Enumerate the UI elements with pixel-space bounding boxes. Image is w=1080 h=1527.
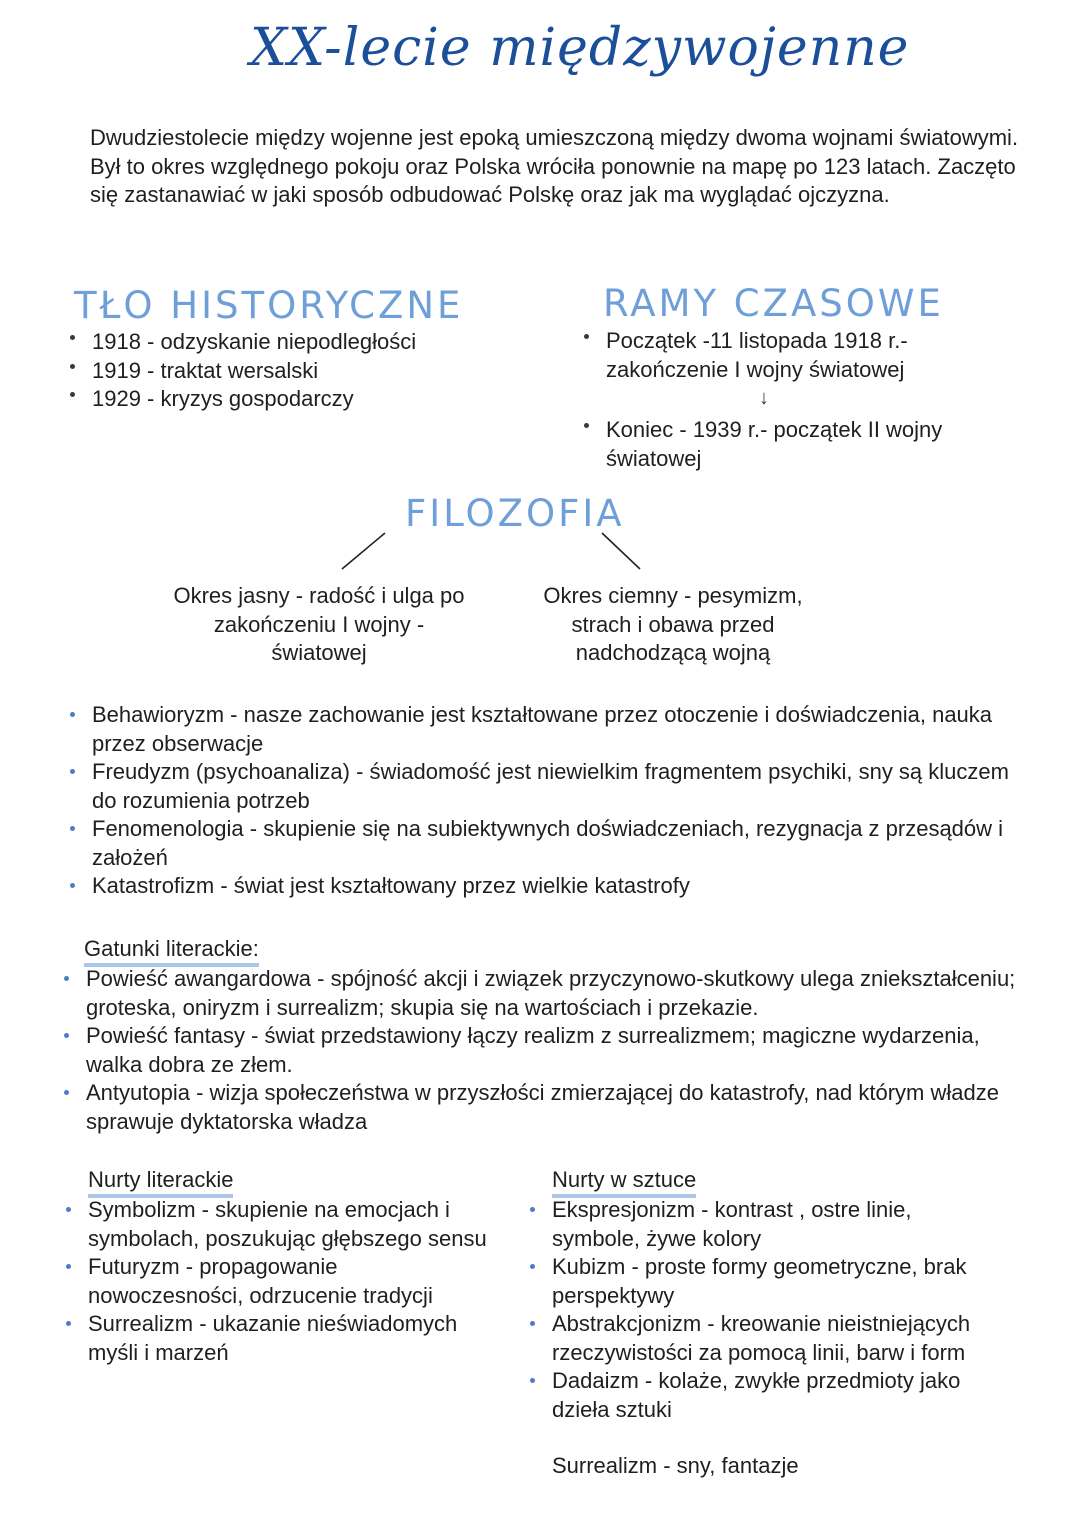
- philosophy-heading: FILOZOFIA: [405, 492, 625, 535]
- arrow-down-icon: ↓: [759, 387, 769, 409]
- list-item: 1918 - odzyskanie niepodległości: [70, 328, 510, 357]
- list-item: Fenomenologia - skupienie się na subiektywnych doświadczeniach, rezygnacja z przesądów i założeń: [70, 815, 1020, 872]
- list-item: Katastrofizm - świat jest kształtowany przez wielkie katastrofy: [70, 872, 1020, 901]
- genres-heading: Gatunki literackie:: [84, 937, 259, 967]
- right-branch-line: [602, 533, 640, 569]
- list-item: Freudyzm (psychoanaliza) - świadomość jest niewielkim fragmentem psychiki, sny są kluczem do rozumienia potrzeb: [70, 758, 1020, 815]
- art-trends-heading: Nurty w sztuce: [552, 1168, 696, 1198]
- bright-period: Okres jasny - radość i ulga po zakończeniu I wojny - światowej: [173, 583, 465, 665]
- list-item: Powieść fantasy - świat przedstawiony łączy realizm z surrealizmem; magiczne wydarzenia, walka dobra ze złem.: [64, 1022, 1024, 1079]
- historical-heading: TŁO HISTORYCZNE: [74, 284, 464, 327]
- historical-list: [70, 328, 510, 414]
- list-item: Behawioryzm - nasze zachowanie jest kształtowane przez otoczenie i doświadczenia, nauka przez obserwacje: [70, 701, 1020, 758]
- list-item: Surrealizm - ukazanie nieświadomych myśli i marzeń: [66, 1310, 496, 1367]
- timeframe-start: [584, 327, 984, 384]
- list-item: Antyutopia - wizja społeczeństwa w przyszłości zmierzającej do katastrofy, nad którym władze sprawuje dyktatorska władza: [64, 1079, 1024, 1136]
- list-item: 1919 - traktat wersalski: [70, 357, 510, 386]
- genres-list: [64, 965, 1024, 1136]
- list-item: Symbolizm - skupienie na emocjach i symbolach, poszukując głębszego sensu: [66, 1196, 496, 1253]
- page-title: XX-lecie międzywojenne: [250, 18, 910, 78]
- art-trends-extra: Surrealizm - sny, fantazje: [552, 1453, 799, 1478]
- literary-trends-heading: Nurty literackie: [88, 1168, 233, 1198]
- list-item: Futuryzm - propagowanie nowoczesności, odrzucenie tradycji: [66, 1253, 496, 1310]
- list-item: Kubizm - proste formy geometryczne, brak perspektywy: [530, 1253, 1005, 1310]
- list-item: Abstrakcjonizm - kreowanie nieistniejących rzeczywistości za pomocą linii, barw i form: [530, 1310, 1005, 1367]
- left-branch-line: [342, 533, 385, 569]
- philosophy-list: [70, 701, 1020, 901]
- list-item: Dadaizm - kolaże, zwykłe przedmioty jako dzieła sztuki: [530, 1367, 1005, 1424]
- timeframe-end: [584, 416, 1004, 473]
- list-item: Ekspresjonizm - kontrast , ostre linie, symbole, żywe kolory: [530, 1196, 1005, 1253]
- timeframe-heading: RAMY CZASOWE: [603, 282, 944, 325]
- branch-lines: [330, 525, 650, 575]
- list-item: Początek -11 listopada 1918 r.- zakończenie I wojny światowej: [584, 327, 984, 384]
- literary-trends-list: [66, 1196, 496, 1367]
- intro-paragraph: Dwudziestolecie między wojenne jest epoką umieszczoną między dwoma wojnami światowymi. Był to okres względnego pokoju oraz Polska wróciła ponownie na mapę po 123 latach. Zaczęto się zastanawiać w jaki sposób odbudować Polskę oraz jak ma wyglądać ojczyzna.: [90, 125, 1019, 207]
- dark-period: Okres ciemny - pesymizm, strach i obawa przed nadchodzącą wojną: [543, 583, 803, 665]
- list-item: 1929 - kryzys gospodarczy: [70, 385, 510, 414]
- art-trends-list: [530, 1196, 1005, 1424]
- list-item: Koniec - 1939 r.- początek II wojny światowej: [584, 416, 1004, 473]
- list-item: Powieść awangardowa - spójność akcji i związek przyczynowo-skutkowy ulega zniekształceniu; groteska, oniryzm i surrealizm; skupia się na wartościach i przekazie.: [64, 965, 1024, 1022]
